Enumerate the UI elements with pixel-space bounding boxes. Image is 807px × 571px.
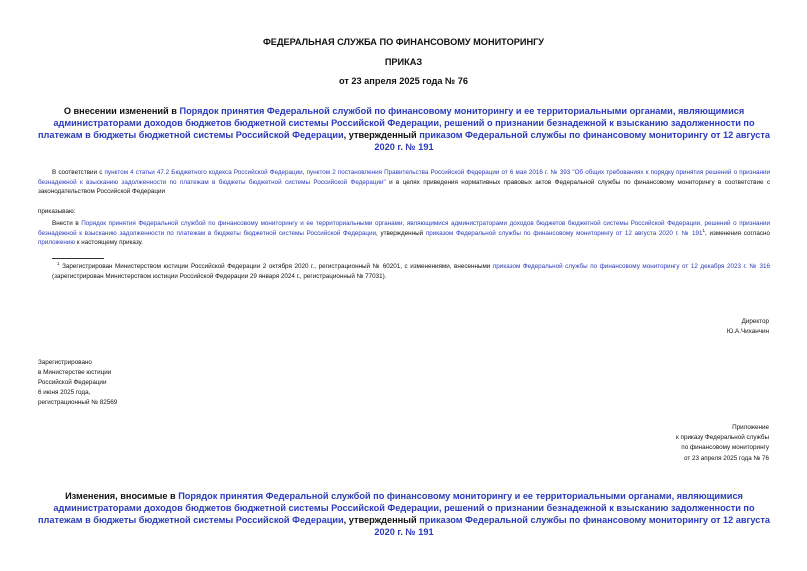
appendix-title-prefix: Изменения, вносимые в bbox=[65, 491, 179, 501]
instruction-text-4: к настоящему приказу. bbox=[75, 239, 143, 247]
basis-text-2: , bbox=[302, 169, 307, 176]
title-middle: , утвержденный bbox=[343, 130, 420, 140]
appendix-line: к приказу Федеральной службы bbox=[676, 434, 769, 442]
document-title bbox=[38, 105, 770, 153]
title-link-procedure[interactable]: Порядок принятия Федеральной службой по финансовому мониторингу и ее территориальными органами, являющимися администраторами доходов бюджетов бюджетной системы Российской Федерации, решений о признании безнадежной к взысканию задолженности по платежам в бюджеты бюджетной системы Российской Федерации bbox=[38, 106, 755, 140]
title-link-order-191[interactable]: приказом Федеральной службы по финансовому мониторингу от 12 августа 2020 г. № 191 bbox=[374, 130, 770, 152]
appendix-title bbox=[38, 490, 770, 538]
link-government-decree-393[interactable]: пунктом 2 постановления Правительства Российской Федерации от 6 мая 2016 г. № 393 "Об общих требованиях к порядку принятия решений о признании безнадежной к взысканию задолженности по платежам в бюджеты бюджетной системы Российской Федерации" bbox=[38, 169, 771, 186]
footnote-divider bbox=[52, 258, 104, 259]
appendix-title-middle: , утвержденный bbox=[343, 515, 420, 525]
instruction-text-1: Внести в bbox=[52, 220, 82, 227]
link-budget-code[interactable]: пунктом 4 статьи 47.2 Бюджетного кодекса Российской Федерации bbox=[104, 169, 303, 176]
signatory-position: Директор bbox=[741, 318, 769, 325]
footnote-text-2: (зарегистрирован Министерством юстиции Российской Федерации 29 января 2024 г., регистрационный № 77031). bbox=[52, 272, 387, 280]
registration-block bbox=[38, 358, 117, 408]
footnote-number: 1 bbox=[57, 260, 60, 266]
appendix-title-link-order-191[interactable]: приказом Федеральной службы по финансовому мониторингу от 12 августа 2020 г. № 191 bbox=[374, 515, 770, 537]
basis-paragraph bbox=[38, 168, 770, 197]
document-date-number: от 23 апреля 2025 года № 76 bbox=[338, 76, 469, 86]
appendix-line: Приложение bbox=[732, 424, 769, 431]
appendix-line: от 23 апреля 2025 года № 76 bbox=[683, 454, 769, 462]
instruction-text-3: , изменения согласно bbox=[705, 229, 770, 237]
instruction-text-2: , утвержденный bbox=[376, 229, 426, 237]
registration-line: Зарегистрировано bbox=[38, 359, 92, 366]
link-appendix[interactable]: приложению bbox=[38, 239, 76, 247]
instruction-link-order-191[interactable]: приказом Федеральной службы по финансовому мониторингу от 12 августа 2020 г. № 191 bbox=[425, 229, 703, 237]
footnote-text-1: Зарегистрирован Министерством юстиции Российской Федерации 2 октября 2020 г., регистрационный № 60201, с изменениями, внесенными bbox=[59, 263, 493, 270]
registration-line: регистрационный № 82569 bbox=[38, 399, 118, 406]
signatory-name: Ю.А.Чиханчин bbox=[726, 328, 769, 335]
registration-line: 6 июня 2025 года, bbox=[38, 389, 91, 396]
agency-name: ФЕДЕРАЛЬНАЯ СЛУЖБА ПО ФИНАНСОВОМУ МОНИТОРИНГУ bbox=[262, 37, 545, 47]
basis-text-3: и в целях приведения нормативных правовых актов Федеральной службы по финансовому мониторингу в соответствие с законодательством Российской Федерации bbox=[38, 178, 770, 196]
appendix-line: по финансовому мониторингу bbox=[681, 444, 769, 452]
document-type: ПРИКАЗ bbox=[384, 57, 423, 67]
registration-line: в Министерстве юстиции bbox=[38, 369, 112, 376]
title-prefix: О внесении изменений в bbox=[63, 106, 180, 116]
instruction-link-procedure[interactable]: Порядок принятия Федеральной службой по финансовому мониторингу и ее территориальными органами, являющимися администраторами доходов бюджетов бюджетной системы Российской Федерации, решений о признании безнадежной к взысканию задолженности по платежам в бюджеты бюджетной системы Российской Федерации bbox=[38, 220, 771, 237]
footnote-ref: 1 bbox=[702, 227, 706, 233]
registration-line: Российской Федерации bbox=[38, 379, 107, 386]
orders-word: приказываю: bbox=[38, 208, 76, 215]
basis-text-1: В соответствии с bbox=[52, 169, 105, 176]
footnote-link-order-316[interactable]: приказом Федеральной службы по финансовому мониторингу от 12 декабря 2023 г. № 316 bbox=[492, 263, 770, 270]
instruction-paragraph bbox=[38, 219, 770, 248]
appendix-title-link-procedure[interactable]: Порядок принятия Федеральной службой по финансовому мониторингу и ее территориальными органами, являющимися администраторами доходов бюджетов бюджетной системы Российской Федерации, решений о признании безнадежной к взысканию задолженности по платежам в бюджеты бюджетной системы Российской Федерации bbox=[38, 491, 755, 525]
appendix-header bbox=[676, 423, 769, 464]
footnote bbox=[52, 262, 770, 281]
